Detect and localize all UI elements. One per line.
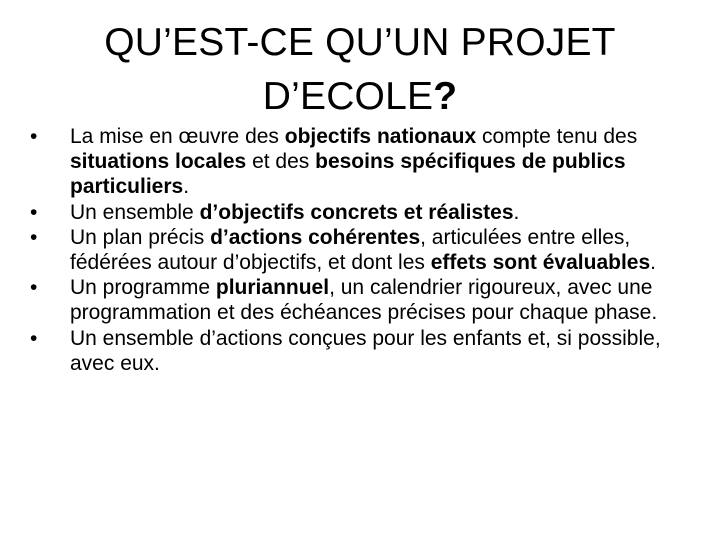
bullet-dot-icon: • bbox=[30, 200, 38, 224]
bullet-item bbox=[22, 225, 702, 275]
bullet-emphasis: pluriannuel bbox=[215, 276, 330, 300]
bullet-text: compte tenu des bbox=[476, 125, 638, 148]
bullet-text: Un ensemble d’actions conçues pour les enfants et, si possible, avec eux. bbox=[70, 326, 661, 375]
bullet-emphasis: d’objectifs concrets et réalistes bbox=[199, 200, 514, 224]
bullet-text: . bbox=[513, 200, 520, 224]
bullet-emphasis: situations locales bbox=[70, 150, 247, 174]
slide-title bbox=[60, 16, 660, 124]
bullet-dot-icon: • bbox=[30, 125, 38, 148]
bullet-emphasis: besoins spécifiques de publics particuliers bbox=[70, 150, 626, 199]
bullet-item bbox=[22, 200, 702, 225]
bullet-text: . bbox=[650, 251, 656, 275]
bullet-text: et des bbox=[246, 150, 316, 174]
bullet-item bbox=[22, 326, 702, 376]
bullet-dot-icon: • bbox=[30, 225, 38, 249]
title-question-mark: ? bbox=[433, 75, 458, 118]
bullet-dot-icon: • bbox=[30, 326, 38, 350]
bullet-text: Un ensemble bbox=[70, 200, 200, 224]
title-line-1: QU’EST-CE QU’UN PROJET bbox=[104, 21, 616, 64]
bullet-emphasis: d’actions cohérentes bbox=[210, 225, 421, 249]
bullet-text: , articulées entre elles, fédérées autour d’objectifs, et dont les bbox=[70, 225, 631, 275]
bullet-text: Un plan précis bbox=[70, 225, 211, 249]
bullet-text: Un programme bbox=[70, 276, 216, 300]
bullet-text: . bbox=[183, 175, 190, 199]
title-line-2 bbox=[60, 70, 660, 124]
bullet-list bbox=[22, 124, 702, 376]
bullet-emphasis: effets sont évaluables bbox=[430, 251, 651, 275]
bullet-dot-icon: • bbox=[30, 276, 38, 300]
bullet-emphasis: objectifs nationaux bbox=[284, 125, 477, 148]
bullet-item bbox=[22, 124, 702, 200]
bullet-text: La mise en œuvre des bbox=[70, 125, 285, 148]
title-line-2-text: D’ECOLE bbox=[262, 75, 434, 118]
bullet-text: , un calendrier rigoureux, avec une programmation et des échéances précises pour chaque phase. bbox=[70, 276, 658, 325]
bullet-item bbox=[22, 275, 702, 325]
